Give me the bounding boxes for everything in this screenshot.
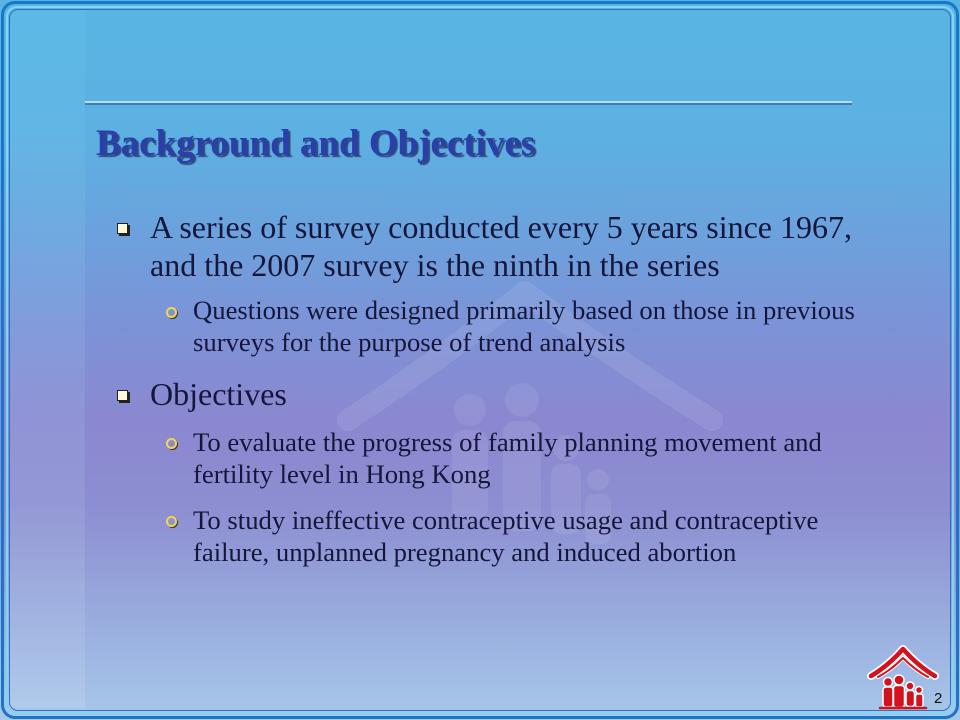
title-divider <box>85 101 852 103</box>
circle-bullet-icon <box>166 307 177 318</box>
bullet-text-line: Objectives <box>150 376 287 412</box>
sub-bullet-text-line: fertility level in Hong Kong <box>193 459 491 489</box>
family-house-logo-icon <box>866 644 943 712</box>
slide-frame-inner <box>9 9 951 711</box>
sub-bullet-text <box>193 426 822 490</box>
sub-bullet-text-line: To study ineffective contraceptive usage and contraceptive <box>193 505 819 535</box>
slide-title: Background and Objectives <box>96 123 536 164</box>
bullet-text <box>150 208 852 284</box>
bullet-text-line: A series of survey conducted every 5 years since 1967, <box>150 209 852 245</box>
square-bullet-icon <box>117 223 128 234</box>
square-bullet-icon <box>117 390 128 401</box>
sub-bullet-text <box>193 294 855 358</box>
sub-bullet-text-line: To evaluate the progress of family planning movement and <box>193 427 822 457</box>
page-number: 2 <box>934 690 943 707</box>
sub-bullet-text-line: failure, unplanned pregnancy and induced abortion <box>193 537 737 567</box>
bullet-text <box>150 375 287 413</box>
circle-bullet-icon <box>166 438 177 449</box>
bullet-text-line: and the 2007 survey is the ninth in the series <box>150 247 720 283</box>
sub-bullet-text <box>193 504 818 568</box>
sub-bullet-text-line: surveys for the purpose of trend analysis <box>193 327 626 357</box>
circle-bullet-icon <box>166 516 177 527</box>
sub-bullet-text-line: Questions were designed primarily based on those in previous <box>193 295 855 325</box>
